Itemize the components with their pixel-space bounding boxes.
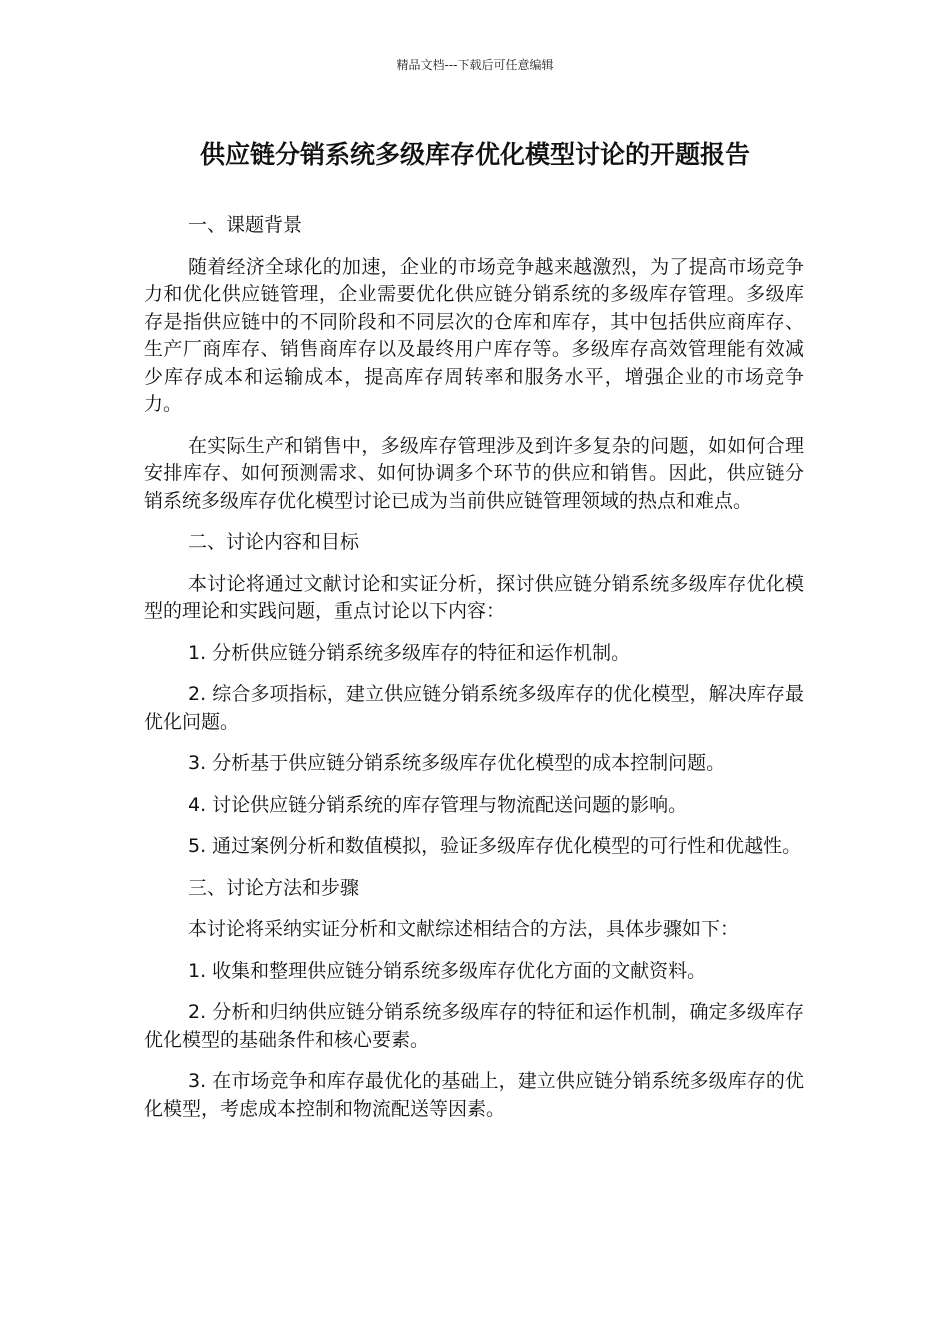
paragraph-method-intro: 本讨论将采纳实证分析和文献综述相结合的方法，具体步骤如下：	[188, 918, 740, 940]
section-heading-method: 三、讨论方法和步骤	[188, 876, 360, 899]
paragraph-background-2: 在实际生产和销售中，多级库存管理涉及到许多复杂的问题，如如何合理安排库存、如何预测需求、如何协调多个环节的供应和销售。因此，供应链分销系统多级库存优化模型讨论已成为当前供应链管理领域的热点和难点。	[144, 434, 804, 512]
list-item-method-1: 1. 收集和整理供应链分销系统多级库存优化方面的文献资料。	[188, 959, 707, 982]
list-item-content-3: 3. 分析基于供应链分销系统多级库存优化模型的成本控制问题。	[188, 752, 726, 774]
list-item-content-1: 1. 分析供应链分销系统多级库存的特征和运作机制。	[188, 641, 631, 664]
paragraph-content-intro: 本讨论将通过文献讨论和实证分析，探讨供应链分销系统多级库存优化模型的理论和实践问题，重点讨论以下内容：	[144, 572, 804, 622]
header-note: 精品文档---下载后可任意编辑	[396, 58, 554, 72]
section-heading-background: 一、课题背景	[188, 214, 303, 236]
document-title: 供应链分销系统多级库存优化模型讨论的开题报告	[199, 140, 750, 169]
document-body	[144, 212, 804, 1137]
section-heading-content: 二、讨论内容和目标	[188, 531, 360, 553]
list-item-content-2: 2. 综合多项指标，建立供应链分销系统多级库存的优化模型，解决库存最优化问题。	[144, 683, 804, 733]
list-item-method-3: 3. 在市场竞争和库存最优化的基础上，建立供应链分销系统多级库存的优化模型，考虑成本控制和物流配送等因素。	[144, 1070, 804, 1120]
list-item-content-4: 4. 讨论供应链分销系统的库存管理与物流配送问题的影响。	[188, 793, 688, 816]
list-item-method-2: 2. 分析和归纳供应链分销系统多级库存的特征和运作机制，确定多级库存优化模型的基础条件和核心要素。	[144, 1001, 804, 1051]
paragraph-background-1: 随着经济全球化的加速，企业的市场竞争越来越激烈，为了提高市场竞争力和优化供应链管理，企业需要优化供应链分销系统的多级库存管理。多级库存是指供应链中的不同阶段和不同层次的仓库和库存，其中包括供应商库存、生产厂商库存、销售商库存以及最终用户库存等。多级库存高效管理能有效减少库存成本和运输成本，提高库存周转率和服务水平，增强企业的市场竞争力。	[144, 255, 804, 415]
list-item-content-5: 5. 通过案例分析和数值模拟，验证多级库存优化模型的可行性和优越性。	[188, 835, 802, 857]
